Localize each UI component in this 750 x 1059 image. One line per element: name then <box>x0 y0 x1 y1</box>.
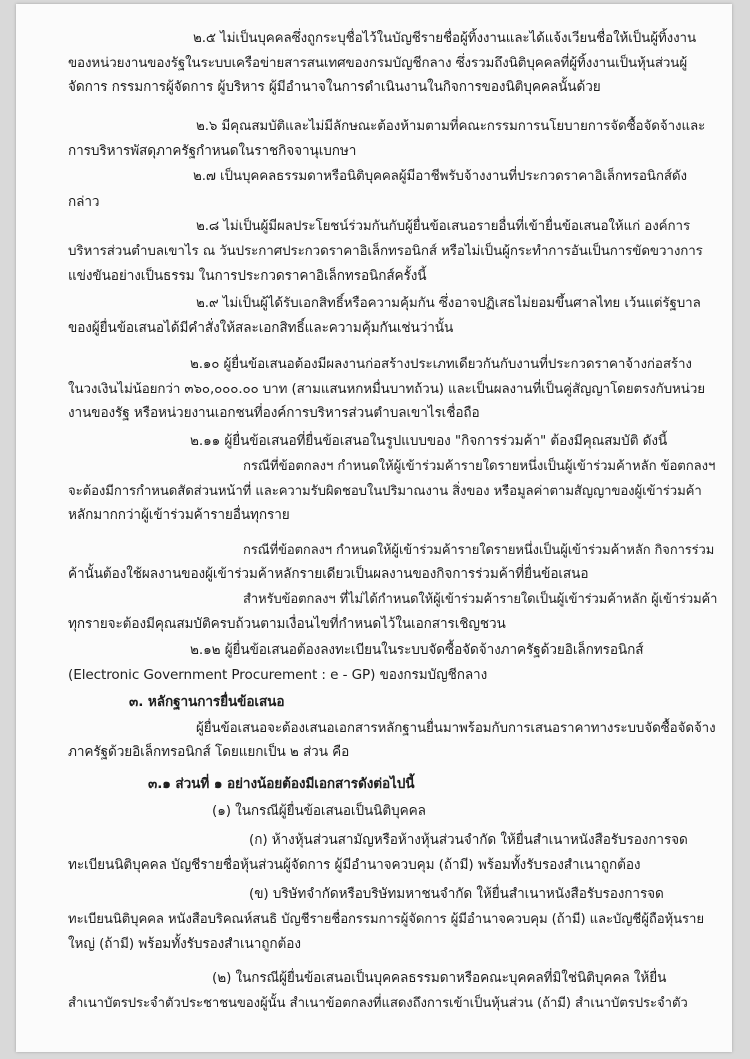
clause-2-8-line-1: ๒.๘ ไม่เป็นผู้มีผลประโยชน์ร่วมกันกับผู้ยื่นข้อเสนอรายอื่นที่เข้ายื่นข้อเสนอให้แก่ องค์การ <box>196 219 691 234</box>
item-2-line-1: (๒) ในกรณีผู้ยื่นข้อเสนอเป็นบุคคลธรรมดาหรือคณะบุคคลที่มิใช่นิติบุคคล ให้ยื่น <box>212 970 667 986</box>
clause-2-10-line-1: ๒.๑๐ ผู้ยื่นข้อเสนอต้องมีผลงานก่อสร้างประเภทเดียวกันกับงานที่ประกวดราคาจ้างก่อสร้าง <box>190 357 692 372</box>
clause-2-8-line-3: แข่งขันอย่างเป็นธรรม ในการประกวดราคาอิเล็กทรอนิกส์ครั้งนี้ <box>68 268 427 284</box>
item-1-a-line-1: (ก) ห้างหุ้นส่วนสามัญหรือห้างหุ้นส่วนจำกัด ให้ยื่นสำเนาหนังสือรับรองการจด <box>249 832 688 848</box>
item-2-line-2: สำเนาบัตรประจำตัวประชาชนของผู้นั้น สำเนาข้อตกลงที่แสดงถึงการเข้าเป็นหุ้นส่วน (ถ้ามี) สำเนาบัตรประจำตัว <box>68 996 688 1011</box>
clause-2-5-line-2: ของหน่วยงานของรัฐในระบบเครือข่ายสารสนเทศของกรมบัญชีกลาง ซึ่งรวมถึงนิติบุคคลที่ผู้ทิ้งงานเป็นหุ้นส่วนผู้ <box>68 56 688 71</box>
clause-2-7-line-1: ๒.๗ เป็นบุคคลธรรมดาหรือนิติบุคคลผู้มีอาชีพรับจ้างงานที่ประกวดราคาอิเล็กทรอนิกส์ดัง <box>193 169 687 184</box>
clause-2-11-case-2-line-1: กรณีที่ข้อตกลงฯ กำหนดให้ผู้เข้าร่วมค้ารายใดรายหนึ่งเป็นผู้เข้าร่วมค้าหลัก กิจการร่วม <box>243 543 715 558</box>
clause-2-8-line-2: บริหารส่วนตำบลเขาไร ณ วันประกาศประกวดราคาอิเล็กทรอนิกส์ หรือไม่เป็นผู้กระทำการอันเป็นการขัดขวางการ <box>68 244 703 259</box>
clause-2-6-line-2: การบริหารพัสดุภาครัฐกำหนดในราชกิจจานุเบกษา <box>68 143 357 159</box>
clause-2-11-line-1: ๒.๑๑ ผู้ยื่นข้อเสนอที่ยื่นข้อเสนอในรูปแบบของ "กิจการร่วมค้า" ต้องมีคุณสมบัติ ดังนี้ <box>190 433 668 449</box>
document-page <box>16 4 732 1052</box>
clause-2-10-line-2: ในวงเงินไม่น้อยกว่า ๓๖๐,๐๐๐.๐๐ บาท (สามแสนหกหมื่นบาทถ้วน) และเป็นผลงานที่เป็นคู่สัญญาโดยตรงกับหน่วย <box>68 382 706 397</box>
clause-2-12-line-1: ๒.๑๒ ผู้ยื่นข้อเสนอต้องลงทะเบียนในระบบจัดซื้อจัดจ้างภาครัฐด้วยอิเล็กทรอนิกส์ <box>190 642 644 658</box>
item-1-heading: (๑) ในกรณีผู้ยื่นข้อเสนอเป็นนิติบุคคล <box>212 803 426 819</box>
clause-2-5-line-3: จัดการ กรรมการผู้จัดการ ผู้บริหาร ผู้มีอำนาจในการดำเนินงานในกิจการของนิติบุคคลนั้นด้วย <box>68 79 601 95</box>
item-1-b-line-2: ทะเบียนนิติบุคคล หนังสือบริคณห์สนธิ บัญชีรายชื่อกรรมการผู้จัดการ ผู้มีอำนาจควบคุม (ถ้ามี) และบัญชีผู้ถือหุ้นราย <box>68 912 704 927</box>
section-3-intro-line-1: ผู้ยื่นข้อเสนอจะต้องเสนอเอกสารหลักฐานยื่นมาพร้อมกับการเสนอราคาทางระบบจัดซื้อจัดจ้าง <box>196 721 716 736</box>
item-1-a-line-2: ทะเบียนนิติบุคคล บัญชีรายชื่อหุ้นส่วนผู้จัดการ ผู้มีอำนาจควบคุม (ถ้ามี) พร้อมทั้งรับรองสำเนาถูกต้อง <box>68 857 641 873</box>
section-3-heading: ๓. หลักฐานการยื่นข้อเสนอ <box>129 694 285 710</box>
clause-2-10-line-3: งานของรัฐ หรือหน่วยงานเอกชนที่องค์การบริหารส่วนตำบลเขาไรเชื่อถือ <box>68 405 480 421</box>
clause-2-11-case-2-line-2: ค้านั้นต้องใช้ผลงานของผู้เข้าร่วมค้าหลักรายเดียวเป็นผลงานของกิจการร่วมค้าที่ยื่นข้อเสนอ <box>68 566 589 582</box>
clause-2-6-line-1: ๒.๖ มีคุณสมบัติและไม่มีลักษณะต้องห้ามตามที่คณะกรรมการนโยบายการจัดซื้อจัดจ้างและ <box>196 119 706 134</box>
clause-2-9-line-1: ๒.๙ ไม่เป็นผู้ได้รับเอกสิทธิ์หรือความคุ้มกัน ซึ่งอาจปฏิเสธไม่ยอมขึ้นศาลไทย เว้นแต่รัฐบาล <box>196 296 701 311</box>
clause-2-11-case-3-line-2: ทุกรายจะต้องมีคุณสมบัติครบถ้วนตามเงื่อนไขที่กำหนดไว้ในเอกสารเชิญชวน <box>68 616 506 632</box>
clause-2-11-case-3-line-1: สำหรับข้อตกลงฯ ที่ไม่ได้กำหนดให้ผู้เข้าร่วมค้ารายใดเป็นผู้เข้าร่วมค้าหลัก ผู้เข้าร่วมค้า <box>243 592 718 607</box>
clause-2-12-line-2: (Electronic Government Procurement : e - GP) ของกรมบัญชีกลาง <box>68 667 488 683</box>
clause-2-5-line-1: ๒.๕ ไม่เป็นบุคคลซึ่งถูกระบุชื่อไว้ในบัญชีรายชื่อผู้ทิ้งงานและได้แจ้งเวียนชื่อให้เป็นผู้ทิ้งงาน <box>193 31 697 46</box>
section-3-1-heading: ๓.๑ ส่วนที่ ๑ อย่างน้อยต้องมีเอกสารดังต่อไปนี้ <box>148 776 415 792</box>
clause-2-11-case-1-line-3: หลักมากกว่าผู้เข้าร่วมค้ารายอื่นทุกราย <box>68 507 290 523</box>
section-3-intro-line-2: ภาครัฐด้วยอิเล็กทรอนิกส์ โดยแยกเป็น ๒ ส่วน คือ <box>68 744 350 760</box>
item-1-b-line-3: ใหญ่ (ถ้ามี) พร้อมทั้งรับรองสำเนาถูกต้อง <box>68 936 301 952</box>
clause-2-7-line-2: กล่าว <box>68 194 100 210</box>
clause-2-9-line-2: ของผู้ยื่นข้อเสนอได้มีคำสั่งให้สละเอกสิทธิ์และความคุ้มกันเช่นว่านั้น <box>68 320 454 336</box>
clause-2-11-case-1-line-1: กรณีที่ข้อตกลงฯ กำหนดให้ผู้เข้าร่วมค้ารายใดรายหนึ่งเป็นผู้เข้าร่วมค้าหลัก ข้อตกลงฯ <box>243 459 716 474</box>
item-1-b-line-1: (ข) บริษัทจำกัดหรือบริษัทมหาชนจำกัด ให้ยื่นสำเนาหนังสือรับรองการจด <box>249 886 664 902</box>
clause-2-11-case-1-line-2: จะต้องมีการกำหนดสัดส่วนหน้าที่ และความรับผิดชอบในปริมาณงาน สิ่งของ หรือมูลค่าตามสัญญาของผู้เข้าร่วมค้า <box>68 484 702 499</box>
